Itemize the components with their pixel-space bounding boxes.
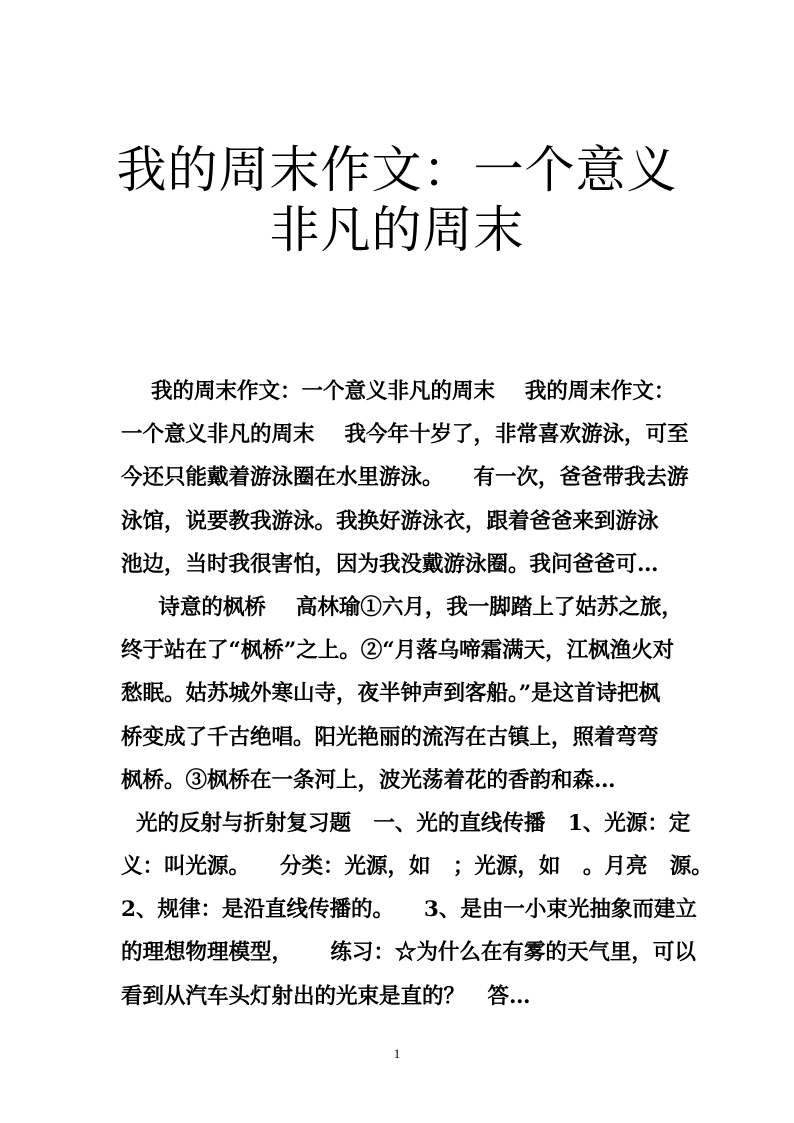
text-line: 泳馆，说要教我游泳。我换好游泳衣，跟着爸爸来到游泳 (121, 508, 659, 534)
text-line: 今还只能戴着游泳圈在水里游泳。 有一次，爸爸带我去游 (121, 465, 689, 491)
text-line: 义：叫光源。 分类：光源，如 ；光源，如 。月亮 源。 (121, 854, 713, 880)
text-line: 我的周末作文：一个意义非凡的周末 我的周末作文： (121, 379, 676, 404)
page-number: 1 (393, 1046, 401, 1061)
text-line: 枫桥。③枫桥在一条河上，波光荡着花的香韵和森… (121, 767, 616, 793)
document-body (121, 370, 713, 1018)
text-line: 桥变成了千古绝唱。阳光艳丽的流泻在古镇上，照着弯弯 (121, 724, 659, 750)
paragraph-maple-bridge (121, 586, 683, 802)
title-line: 非凡的周末 (269, 201, 525, 259)
text-line: 看到从汽车头灯射出的光束是直的？ 答… (121, 983, 531, 1009)
text-line: 一个意义非凡的周末 我今年十岁了，非常喜欢游泳，可至 (121, 422, 689, 448)
text-line: 愁眠。姑苏城外寒山寺，夜半钟声到客船。”是这首诗把枫 (121, 681, 661, 707)
text-line: 池边，当时我很害怕，因为我没戴游泳圈。我问爸爸可… (121, 551, 659, 577)
paragraph-swimming-essay (121, 370, 689, 586)
text-line: 诗意的枫桥 高林瑜①六月，我一脚踏上了姑苏之旅， (121, 594, 683, 620)
document-title (100, 140, 694, 260)
paragraph-light-review (121, 802, 713, 1018)
text-line: 的理想物理模型， 练习：☆为什么在有雾的天气里，可以 (121, 940, 696, 966)
text-line: 光的反射与折射复习题 一、光的直线传播 1、光源：定 (121, 810, 691, 836)
text-line: 终于站在了“枫桥”之上。②“月落乌啼霜满天，江枫渔火对 (121, 638, 675, 664)
title-line: 我的周末作文：一个意义 (116, 141, 678, 199)
text-line: 2、规律：是沿直线传播的。 3、是由一小束光抽象而建立 (121, 897, 697, 923)
